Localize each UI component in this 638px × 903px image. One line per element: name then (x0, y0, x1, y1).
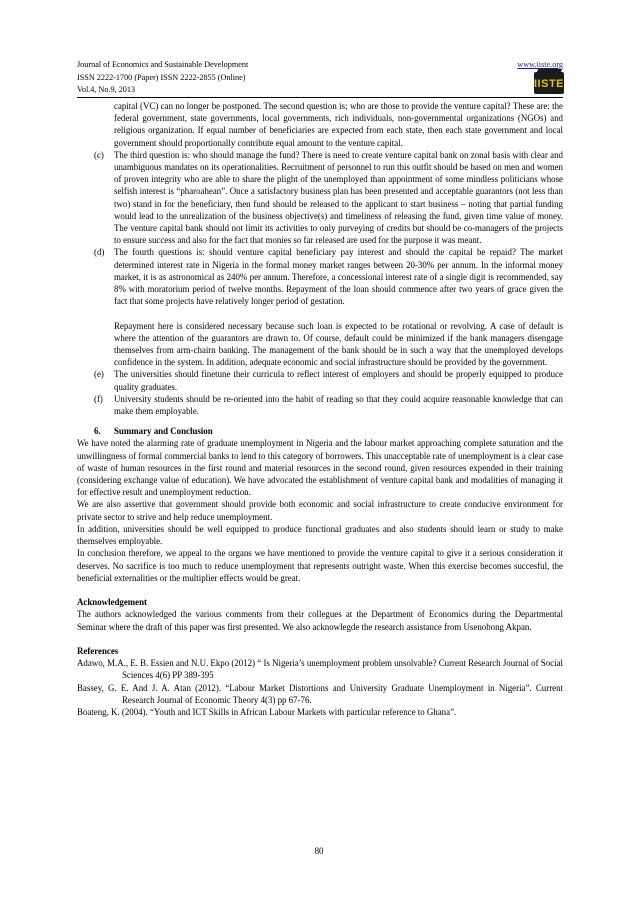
list-label: (f) (94, 393, 103, 404)
list-label: (e) (94, 369, 104, 380)
references-heading: References (77, 645, 119, 656)
repayment-paragraph: Repayment here is considered necessary because such loan is expected to be rotational or revolving. A case of default is where the attention of the guarantors are drawn to. Of course, default could be minimized if the bank managers disengage themselves from arm-chairn banking. The management of the bank should be in such a way that the unemployed develops confidence in the system. In addition, adequate economic and social infrastructure should be provided by the government. (114, 320, 563, 368)
conclusion-paragraph: We have noted the alarming rate of graduate unemployment in Nigeria and the labour market approaching complete saturation and the unwillingness of formal commercial banks to lend to this category of borrowers. This unacceptable rate of unemployment is a clear case of waste of human resources in the first round and material resources in the second round, given resources expended in their training (considering exchange value of education). We have advocated the establishment of venture capital bank and modalities of managing it for effective result and unemployment reduction. (77, 438, 563, 498)
section-title: Summary and Conclusion (114, 426, 213, 437)
continuation-paragraph: capital (VC) can no longer be postponed. The second question is; who are those to provide the venture capital? These are: the federal government, state governments, local governments, rich individuals, non-governmental organizations (NGOs) and religious organization. If equal number of beneficiaries are expected from each state, then each state government and local government should proportionally contribute equal amount to the venture capital. (114, 101, 563, 148)
list-text: The third question is: who should manage the fund? There is need to create venture capital bank on zonal basis with clear and unambiguous mandates on its operationalities. Recruitment of personnel to run this outfit should be based on men and women of proven integrity who are able to share the plight of the unemployed than appointment of some mindless politicians whose selfish interest is “pharoahean”. Once a satisfactory business plan has been presented and acceptable guarantors (not less than two) stand in for the beneficiary, then fund should be released to the applicant to start business – noting that partial funding would lead to the unrealization of the business objective(s) and timeliness of releasing the fund, given time value of money. The venture capital bank should not limit its activities to only purveying of credits but should be co-managers of the projects to ensure success and also for the fact that monies so far released are used for the purpose it was meant. (114, 149, 563, 246)
journal-issn: ISSN 2222-1700 (Paper) ISSN 2222-2855 (Online) (77, 72, 246, 82)
list-text: The universities should finetune their curricula to reflect interest of employers and should be properly equipped to produce quality graduates. (114, 369, 563, 392)
reference-entry: Bassey, G. E. And J. A. Atan (2012). “Labour Market Distortions and University Graduate Unemployment in Nigeria”. Current Research Journal of Economic Theory 4(3) pp 67-76. (77, 682, 563, 705)
section-number: 6. (94, 426, 101, 437)
journal-header (77, 59, 248, 97)
list-text: University students should be re-oriented into the habit of reading so that they could acquire reasonable knowledge that can make them employable. (114, 393, 563, 417)
page-number: 80 (314, 846, 324, 856)
article-body (77, 100, 563, 718)
reference-entry: Boateng, K. (2004). “Youth and ICT Skills in African Labour Markets with particular reference to Ghana”. (77, 706, 457, 717)
iiste-logo (534, 72, 564, 94)
conclusion-paragraph: In addition, universities should be well equipped to produce functional graduates and also students should learn or study to make themselves employable. (77, 523, 563, 547)
conclusion-paragraph: We are also assertive that government should provide both economic and social infrastructure to create conducive environment for private sector to strive and help reduce unemployment. (77, 499, 563, 522)
acknowledgement-heading: Acknowledgement (77, 597, 148, 608)
logo-text: IISTE (534, 78, 565, 90)
journal-volume: Vol.4, No.9, 2013 (77, 85, 136, 94)
list-item-c (77, 149, 563, 247)
list-item-d (77, 246, 563, 307)
journal-title: Journal of Economics and Sustainable Development (77, 60, 249, 69)
journal-url-link[interactable]: www.iiste.org (517, 60, 563, 69)
list-text: The fourth questions is: should venture capital beneficiary pay interest and should the capital be repaid? The market determined interest rate in Nigeria in the formal money market ranges between 20-30% per annum. In the informal money market, it is as astronomical as 240% per annum. Therefore, a concessional interest rate of a single digit is recommended, say 8% with moratorium period of twelve months. Repayment of the loan should commence after two years of grace given the fact that some projects have relatively longer period of gestation. (114, 247, 563, 307)
conclusion-paragraph: In conclusion therefore, we appeal to the organs we have mentioned to provide the venture capital to give it a serious consideration it deserves. No sacrifice is too much to reduce unemployment that represents outright waste. When this exercise becomes succesful, the beneficial externalities or the multiplier effects would be great. (77, 548, 563, 583)
logo-cap-icon (534, 69, 564, 75)
acknowledgement-text: The authors acknowledged the various comments from their collegues at the Department of Economics during the Departmental Seminar where the draft of this paper was first presented. We also acknowlegde the research assistance from Usenobong Akpan. (77, 609, 563, 632)
list-label: (d) (94, 247, 105, 258)
list-item-f (77, 393, 563, 417)
header-divider (77, 97, 563, 98)
list-label: (c) (94, 149, 104, 160)
section-heading (77, 425, 563, 437)
list-item-e (77, 368, 563, 392)
reference-entry: Adawo, M.A., E. B. Essien and N.U. Ekpo (2012) “ Is Nigeria’s unemployment problem unsolvable? Current Research Journal of Social Sciences 4(6) PP 389-395 (77, 658, 563, 681)
